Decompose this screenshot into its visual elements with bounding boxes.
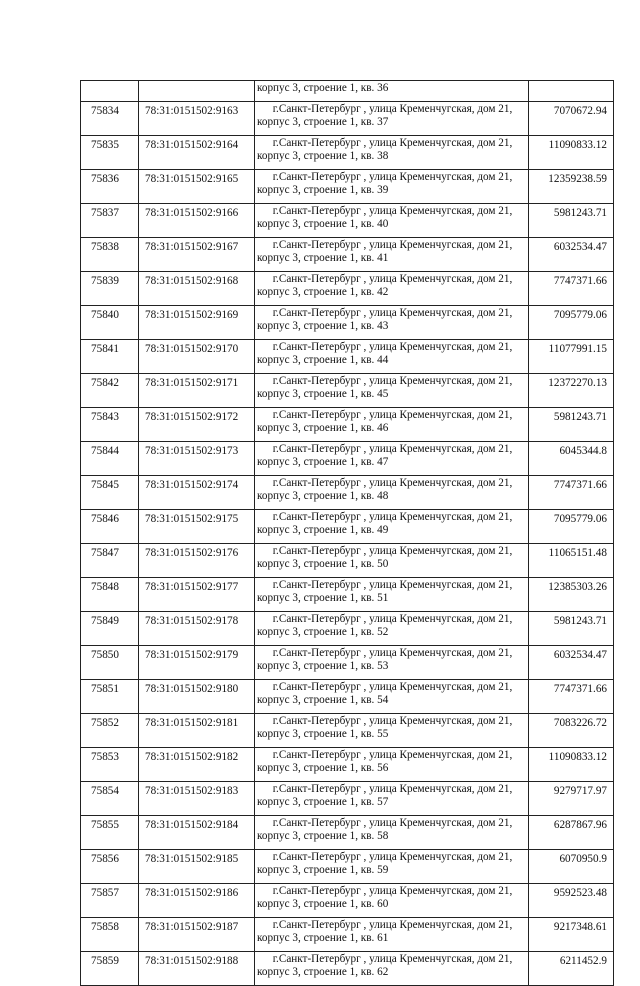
cadastral-number-cell: 78:31:0151502:9187 <box>139 918 255 952</box>
address-line-1: г.Санкт-Петербург , улица Кременчугская, дом 21, <box>272 409 513 421</box>
address-cell <box>255 238 529 272</box>
address-line-1: г.Санкт-Петербург , улица Кременчугская, дом 21, <box>272 103 513 115</box>
cadastral-number-cell: 78:31:0151502:9182 <box>139 748 255 782</box>
address-line-2: корпус 3, строение 1, кв. 58 <box>257 830 389 842</box>
address-line-2: корпус 3, строение 1, кв. 59 <box>257 864 389 876</box>
value-cell: 11090833.12 <box>529 136 614 170</box>
value-cell: 11077991.15 <box>529 340 614 374</box>
address-line-2: корпус 3, строение 1, кв. 52 <box>257 626 389 638</box>
cadastral-number-cell: 78:31:0151502:9169 <box>139 306 255 340</box>
address-line-2: корпус 3, строение 1, кв. 49 <box>257 524 389 536</box>
address-cell <box>255 714 529 748</box>
value-cell: 9217348.61 <box>529 918 614 952</box>
number-cell: 75838 <box>81 238 139 272</box>
number-cell: 75834 <box>81 102 139 136</box>
address-line-1: г.Санкт-Петербург , улица Кременчугская, дом 21, <box>272 545 513 557</box>
address-line-1: г.Санкт-Петербург , улица Кременчугская, дом 21, <box>272 137 513 149</box>
cadastral-number-cell: 78:31:0151502:9181 <box>139 714 255 748</box>
address-line-1: г.Санкт-Петербург , улица Кременчугская, дом 21, <box>272 647 513 659</box>
value-cell: 11090833.12 <box>529 748 614 782</box>
table-row <box>81 306 614 340</box>
address-line-2: корпус 3, строение 1, кв. 47 <box>257 456 389 468</box>
table-row <box>81 544 614 578</box>
address-line-2: корпус 3, строение 1, кв. 51 <box>257 592 389 604</box>
number-cell: 75841 <box>81 340 139 374</box>
value-cell: 6287867.96 <box>529 816 614 850</box>
value-cell: 5981243.71 <box>529 612 614 646</box>
table-row <box>81 374 614 408</box>
table-row <box>81 510 614 544</box>
number-cell: 75840 <box>81 306 139 340</box>
cadastral-number-cell: 78:31:0151502:9186 <box>139 884 255 918</box>
value-cell: 9592523.48 <box>529 884 614 918</box>
value-cell: 11065151.48 <box>529 544 614 578</box>
address-line-2: корпус 3, строение 1, кв. 53 <box>257 660 389 672</box>
table-row <box>81 850 614 884</box>
address-cell <box>255 408 529 442</box>
value-cell: 6032534.47 <box>529 646 614 680</box>
table-row <box>81 884 614 918</box>
table-row <box>81 272 614 306</box>
address-cell <box>255 544 529 578</box>
address-line-2: корпус 3, строение 1, кв. 38 <box>257 150 389 162</box>
value-cell: 7095779.06 <box>529 510 614 544</box>
value-cell: 7747371.66 <box>529 272 614 306</box>
number-cell: 75843 <box>81 408 139 442</box>
number-cell: 75859 <box>81 952 139 986</box>
address-cell <box>255 782 529 816</box>
cadastral-number-cell: 78:31:0151502:9183 <box>139 782 255 816</box>
address-cell <box>255 170 529 204</box>
table-row <box>81 136 614 170</box>
address-cell <box>255 578 529 612</box>
address-line-1: г.Санкт-Петербург , улица Кременчугская, дом 21, <box>272 477 513 489</box>
cadastral-number-cell: 78:31:0151502:9174 <box>139 476 255 510</box>
number-cell: 75836 <box>81 170 139 204</box>
value-cell: 7070672.94 <box>529 102 614 136</box>
address-cell <box>255 136 529 170</box>
address-cell <box>255 204 529 238</box>
address-line-1: г.Санкт-Петербург , улица Кременчугская, дом 21, <box>272 307 513 319</box>
table-row <box>81 612 614 646</box>
address-line-2: корпус 3, строение 1, кв. 37 <box>257 116 389 128</box>
address-line-2: корпус 3, строение 1, кв. 46 <box>257 422 389 434</box>
address-cell <box>255 272 529 306</box>
property-table <box>80 80 614 986</box>
address-cell <box>255 374 529 408</box>
value-cell: 12385303.26 <box>529 578 614 612</box>
address-cell <box>255 476 529 510</box>
address-cell <box>255 306 529 340</box>
cadastral-number-cell: 78:31:0151502:9177 <box>139 578 255 612</box>
value-cell: 6045344.8 <box>529 442 614 476</box>
address-cell <box>255 918 529 952</box>
cadastral-number-cell: 78:31:0151502:9188 <box>139 952 255 986</box>
address-line-1: г.Санкт-Петербург , улица Кременчугская, дом 21, <box>272 511 513 523</box>
number-cell: 75852 <box>81 714 139 748</box>
table-row <box>81 748 614 782</box>
cadastral-number-cell: 78:31:0151502:9173 <box>139 442 255 476</box>
address-line-2: корпус 3, строение 1, кв. 45 <box>257 388 389 400</box>
number-cell: 75835 <box>81 136 139 170</box>
cadastral-number-cell: 78:31:0151502:9165 <box>139 170 255 204</box>
value-cell: 7747371.66 <box>529 476 614 510</box>
cadastral-number-cell: 78:31:0151502:9175 <box>139 510 255 544</box>
number-cell: 75837 <box>81 204 139 238</box>
address-line-1: г.Санкт-Петербург , улица Кременчугская, дом 21, <box>272 783 513 795</box>
address-line-1: г.Санкт-Петербург , улица Кременчугская, дом 21, <box>272 273 513 285</box>
address-line-2: корпус 3, строение 1, кв. 44 <box>257 354 389 366</box>
address-line-1: г.Санкт-Петербург , улица Кременчугская, дом 21, <box>272 341 513 353</box>
address-line-2: корпус 3, строение 1, кв. 60 <box>257 898 389 910</box>
cadastral-number-cell: 78:31:0151502:9170 <box>139 340 255 374</box>
value-cell: 6032534.47 <box>529 238 614 272</box>
number-cell: 75849 <box>81 612 139 646</box>
table-row <box>81 680 614 714</box>
value-cell: 7083226.72 <box>529 714 614 748</box>
cadastral-cell <box>139 81 255 102</box>
cadastral-number-cell: 78:31:0151502:9168 <box>139 272 255 306</box>
table-row <box>81 782 614 816</box>
address-line-1: г.Санкт-Петербург , улица Кременчугская, дом 21, <box>272 239 513 251</box>
address-line-2: корпус 3, строение 1, кв. 61 <box>257 932 389 944</box>
table-row <box>81 646 614 680</box>
cadastral-number-cell: 78:31:0151502:9172 <box>139 408 255 442</box>
address-line-1: г.Санкт-Петербург , улица Кременчугская, дом 21, <box>272 749 513 761</box>
cadastral-number-cell: 78:31:0151502:9179 <box>139 646 255 680</box>
table-row <box>81 918 614 952</box>
cadastral-number-cell: 78:31:0151502:9180 <box>139 680 255 714</box>
address-line-2: корпус 3, строение 1, кв. 39 <box>257 184 389 196</box>
address-cell <box>255 748 529 782</box>
table-row <box>81 238 614 272</box>
number-cell: 75851 <box>81 680 139 714</box>
cadastral-number-cell: 78:31:0151502:9184 <box>139 816 255 850</box>
table-row <box>81 816 614 850</box>
value-cell: 9279717.97 <box>529 782 614 816</box>
address-cell <box>255 680 529 714</box>
address-cell <box>255 646 529 680</box>
address-line-1: г.Санкт-Петербург , улица Кременчугская, дом 21, <box>272 681 513 693</box>
address-line-1: г.Санкт-Петербург , улица Кременчугская, дом 21, <box>272 443 513 455</box>
address-line-1: г.Санкт-Петербург , улица Кременчугская, дом 21, <box>272 205 513 217</box>
table-row <box>81 578 614 612</box>
address-cell <box>255 340 529 374</box>
number-cell: 75842 <box>81 374 139 408</box>
value-cell: 5981243.71 <box>529 204 614 238</box>
address-line-2: корпус 3, строение 1, кв. 56 <box>257 762 389 774</box>
number-cell: 75848 <box>81 578 139 612</box>
address-line-2: корпус 3, строение 1, кв. 43 <box>257 320 389 332</box>
address-line-2: корпус 3, строение 1, кв. 40 <box>257 218 389 230</box>
address-line-2: корпус 3, строение 1, кв. 50 <box>257 558 389 570</box>
table-row <box>81 442 614 476</box>
address-line-1: г.Санкт-Петербург , улица Кременчугская, дом 21, <box>272 375 513 387</box>
cadastral-number-cell: 78:31:0151502:9163 <box>139 102 255 136</box>
cadastral-number-cell: 78:31:0151502:9167 <box>139 238 255 272</box>
address-cell <box>255 850 529 884</box>
table-row <box>81 340 614 374</box>
number-cell: 75845 <box>81 476 139 510</box>
address-line-1: г.Санкт-Петербург , улица Кременчугская, дом 21, <box>272 817 513 829</box>
value-cell: 12359238.59 <box>529 170 614 204</box>
address-line-2: корпус 3, строение 1, кв. 54 <box>257 694 389 706</box>
address-line-1: г.Санкт-Петербург , улица Кременчугская, дом 21, <box>272 919 513 931</box>
value-cell: 5981243.71 <box>529 408 614 442</box>
number-cell: 75846 <box>81 510 139 544</box>
address-line-1: г.Санкт-Петербург , улица Кременчугская, дом 21, <box>272 715 513 727</box>
number-cell: 75854 <box>81 782 139 816</box>
address-line-2: корпус 3, строение 1, кв. 48 <box>257 490 389 502</box>
address-line-1: г.Санкт-Петербург , улица Кременчугская, дом 21, <box>272 851 513 863</box>
value-cell: 7747371.66 <box>529 680 614 714</box>
table-row <box>81 408 614 442</box>
address-line-2: корпус 3, строение 1, кв. 36 <box>257 82 389 94</box>
address-line-2: корпус 3, строение 1, кв. 42 <box>257 286 389 298</box>
address-cell <box>255 952 529 986</box>
table-row-continued <box>81 81 614 102</box>
cadastral-number-cell: 78:31:0151502:9178 <box>139 612 255 646</box>
cadastral-number-cell: 78:31:0151502:9171 <box>139 374 255 408</box>
cadastral-number-cell: 78:31:0151502:9185 <box>139 850 255 884</box>
address-line-2: корпус 3, строение 1, кв. 41 <box>257 252 389 264</box>
address-line-1: г.Санкт-Петербург , улица Кременчугская, дом 21, <box>272 171 513 183</box>
address-line-1: г.Санкт-Петербург , улица Кременчугская, дом 21, <box>272 613 513 625</box>
table-row <box>81 476 614 510</box>
cadastral-number-cell: 78:31:0151502:9166 <box>139 204 255 238</box>
table-row <box>81 952 614 986</box>
cadastral-number-cell: 78:31:0151502:9164 <box>139 136 255 170</box>
address-cell <box>255 81 529 102</box>
number-cell <box>81 81 139 102</box>
table-body <box>81 81 614 986</box>
address-cell <box>255 442 529 476</box>
value-cell: 6070950.9 <box>529 850 614 884</box>
number-cell: 75857 <box>81 884 139 918</box>
cadastral-number-cell: 78:31:0151502:9176 <box>139 544 255 578</box>
number-cell: 75850 <box>81 646 139 680</box>
address-line-1: г.Санкт-Петербург , улица Кременчугская, дом 21, <box>272 953 513 965</box>
address-line-1: г.Санкт-Петербург , улица Кременчугская, дом 21, <box>272 579 513 591</box>
value-cell: 12372270.13 <box>529 374 614 408</box>
number-cell: 75844 <box>81 442 139 476</box>
value-cell <box>529 81 614 102</box>
value-cell: 6211452.9 <box>529 952 614 986</box>
number-cell: 75858 <box>81 918 139 952</box>
address-cell <box>255 884 529 918</box>
number-cell: 75847 <box>81 544 139 578</box>
address-line-1: г.Санкт-Петербург , улица Кременчугская, дом 21, <box>272 885 513 897</box>
address-line-2: корпус 3, строение 1, кв. 57 <box>257 796 389 808</box>
value-cell: 7095779.06 <box>529 306 614 340</box>
table-row <box>81 102 614 136</box>
address-line-2: корпус 3, строение 1, кв. 55 <box>257 728 389 740</box>
address-cell <box>255 612 529 646</box>
number-cell: 75839 <box>81 272 139 306</box>
number-cell: 75855 <box>81 816 139 850</box>
table-row <box>81 714 614 748</box>
table-row <box>81 170 614 204</box>
address-cell <box>255 102 529 136</box>
table-row <box>81 204 614 238</box>
address-cell <box>255 816 529 850</box>
address-cell <box>255 510 529 544</box>
number-cell: 75856 <box>81 850 139 884</box>
address-line-2: корпус 3, строение 1, кв. 62 <box>257 966 389 978</box>
number-cell: 75853 <box>81 748 139 782</box>
